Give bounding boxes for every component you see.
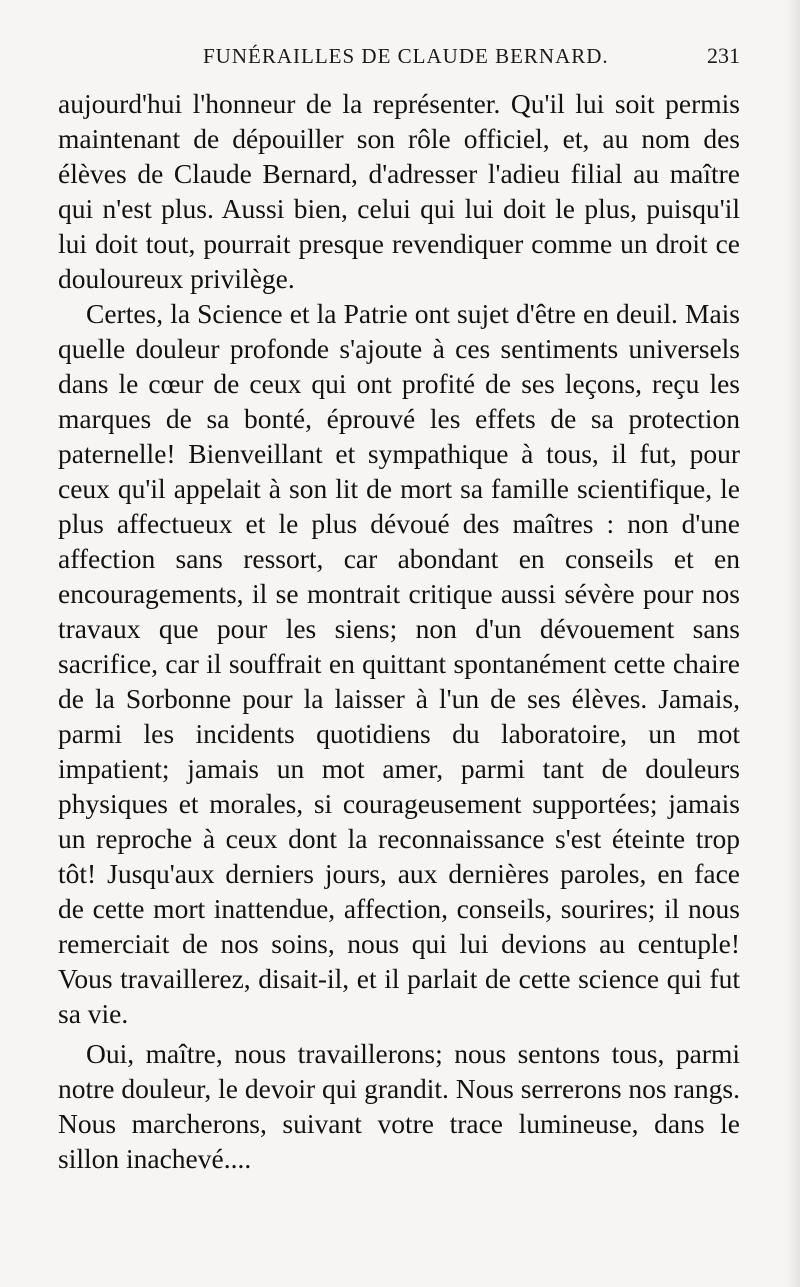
body-text (58, 86, 740, 1176)
paragraph-continuation: aujourd'hui l'honneur de la représenter. Qu'il lui soit permis maintenant de dépouiller son rôle officiel, et, au nom des élèves de Claude Bernard, d'adresser l'adieu filial au maître qui n'est plus. Aussi bien, celui qui lui doit le plus, puisqu'il lui doit tout, pourrait presque revendiquer comme un droit ce douloureux privilège. (58, 88, 740, 294)
page-number: 231 (707, 43, 740, 68)
paragraph-oui-maitre: Oui, maître, nous travaillerons; nous sentons tous, parmi notre douleur, le devoir qui grandit. Nous serrerons nos rangs. Nous marcherons, suivant votre trace lumineuse, dans le sillon inachevé.... (58, 1038, 740, 1174)
page-edge-shadow (786, 0, 800, 1287)
paragraph-certes: Certes, la Science et la Patrie ont sujet d'être en deuil. Mais quelle douleur profonde s'ajoute à ces sentiments universels dans le cœur de ceux qui ont profité de ses leçons, reçu les marques de sa bonté, éprouvé les effets de sa protection paternelle! Bienveillant et sympathique à tous, il fut, pour ceux qu'il appelait à son lit de mort sa famille scientifique, le plus affectueux et le plus dévoué des maîtres : non d'une affection sans ressort, car abondant en conseils et en encouragements, il se montrait critique aussi sévère pour nos travaux que pour les siens; non d'un dévouement sans sacrifice, car il souffrait en quittant spontanément cette chaire de la Sorbonne pour la laisser à l'un de ses élèves. Jamais, parmi les incidents quotidiens du laboratoire, un mot impatient; jamais un mot amer, parmi tant de douleurs physiques et morales, si courageusement supportées; jamais un reproche à ceux dont la reconnaissance s'est éteinte trop tôt! Jusqu'aux derniers jours, aux dernières paroles, en face de cette mort inattendue, affection, conseils, sourires; il nous remerciait de nos soins, nous qui lui devions au centuple! Vous travaillerez, disait-il, et il parlait de cette science qui fut sa vie. (58, 298, 740, 1029)
running-title: FUNÉRAILLES DE CLAUDE BERNARD. (203, 44, 609, 68)
page-header (58, 40, 740, 72)
